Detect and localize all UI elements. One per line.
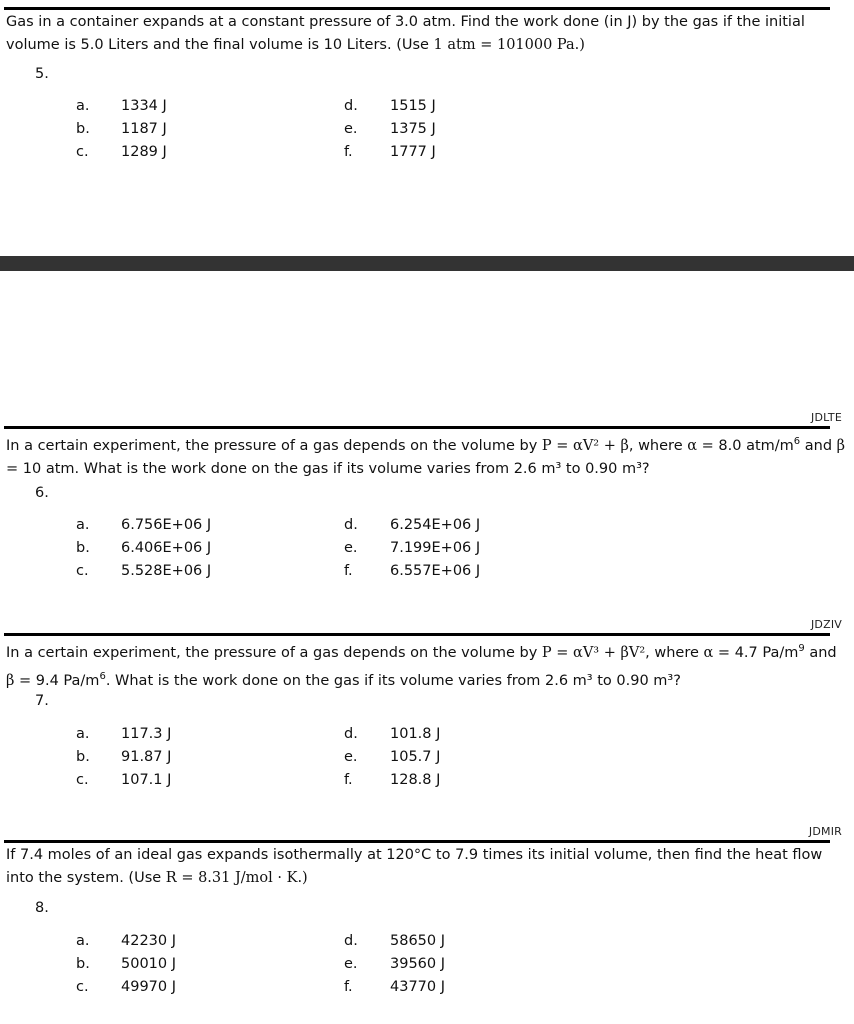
option-letter: a. — [76, 517, 90, 533]
stem-text-part: Gas in a container expands at a constant pressure of 3.0 atm. Find the work done (in J) by the gas if the initial volume is 5.0 Liters and the final volume is 10 Liters. (Use — [6, 14, 805, 53]
option-letter: d. — [344, 933, 358, 949]
option-value: 6.756E+06 J — [121, 517, 212, 533]
option-letter: b. — [76, 540, 90, 556]
option-value: 1334 J — [121, 98, 167, 114]
option-letter: f. — [344, 772, 353, 788]
option-letter: b. — [76, 121, 90, 137]
option-value: 117.3 J — [121, 726, 172, 742]
stem-text-part: 1 atm = 101000 Pa.) — [433, 37, 585, 53]
question-8-top-rule — [4, 840, 830, 843]
option-letter: d. — [344, 517, 358, 533]
option-value: 7.199E+06 J — [390, 540, 481, 556]
question-6-stem — [6, 430, 848, 481]
stem-text-part: P = αV³ + βV² — [541, 644, 646, 661]
question-7-number: 7. — [35, 693, 49, 709]
stem-text-part: 4.7 Pa/m — [734, 644, 799, 661]
stem-text-part: α = — [687, 437, 719, 454]
question-6-number: 6. — [35, 485, 49, 501]
stem-text-part: 8.0 atm/m — [718, 437, 794, 454]
option-value: 101.8 J — [390, 726, 441, 742]
option-value: 39560 J — [390, 956, 446, 972]
question-7-code: JDZIV — [810, 618, 842, 631]
option-letter: a. — [76, 726, 90, 742]
stem-text-part: 9.4 Pa/m — [35, 672, 100, 689]
stem-text-part: 6 — [793, 436, 801, 447]
option-letter: e. — [344, 540, 358, 556]
question-7-top-rule — [4, 633, 830, 636]
option-value: 1375 J — [390, 121, 436, 137]
stem-text-part: α = — [703, 644, 735, 661]
option-value: 58650 J — [390, 933, 446, 949]
option-letter: c. — [76, 144, 89, 160]
option-value: 6.557E+06 J — [390, 563, 481, 579]
stem-text-part: , where — [628, 437, 688, 454]
stem-text-part: P = αV² + β — [541, 437, 629, 454]
stem-text-part: and — [804, 644, 837, 661]
option-letter: c. — [76, 563, 89, 579]
option-letter: b. — [76, 749, 90, 765]
option-letter: e. — [344, 121, 358, 137]
option-value: 1187 J — [121, 121, 167, 137]
option-letter: d. — [344, 98, 358, 114]
option-value: 43770 J — [390, 979, 446, 995]
option-value: 6.406E+06 J — [121, 540, 212, 556]
stem-text-part: If 7.4 moles of an ideal gas expands isothermally at 120°C to 7.9 times its initial volume, then find the heat flow into the system. (Use — [6, 847, 823, 886]
question-6-code: JDLTE — [811, 411, 842, 424]
question-6-top-rule — [4, 426, 830, 429]
page-separator-band — [0, 256, 854, 271]
stem-text-part: β = — [6, 672, 36, 689]
option-letter: a. — [76, 98, 90, 114]
option-value: 6.254E+06 J — [390, 517, 481, 533]
question-5-number: 5. — [35, 66, 49, 82]
stem-text-part: In a certain experiment, the pressure of a gas depends on the volume by — [6, 644, 542, 661]
option-letter: e. — [344, 956, 358, 972]
option-letter: f. — [344, 144, 353, 160]
question-5-stem — [6, 11, 848, 57]
option-value: 42230 J — [121, 933, 177, 949]
option-value: 49970 J — [121, 979, 177, 995]
option-letter: f. — [344, 563, 353, 579]
option-value: 1515 J — [390, 98, 436, 114]
stem-text-part: 6 — [99, 670, 106, 682]
option-value: 1289 J — [121, 144, 167, 160]
stem-text-part: In a certain experiment, the pressure of a gas depends on the volume by — [6, 437, 542, 454]
stem-text-part: β = — [6, 437, 846, 477]
stem-text-part: , where — [645, 644, 704, 661]
option-letter: f. — [344, 979, 353, 995]
question-8-stem — [6, 844, 848, 890]
option-letter: c. — [76, 979, 89, 995]
option-value: 128.8 J — [390, 772, 441, 788]
stem-text-part: . What is the work done on the gas if its volume varies from 2.6 m³ to 0.90 m³? — [105, 672, 681, 689]
option-value: 1777 J — [390, 144, 436, 160]
question-5-top-rule — [4, 7, 830, 10]
stem-text-part: 10 atm. What is the work done on the gas if its volume varies from 2.6 m³ to 0.90 m³? — [22, 460, 650, 477]
stem-text-part: 9 — [798, 643, 805, 654]
option-value: 50010 J — [121, 956, 177, 972]
question-7-stem — [6, 637, 848, 693]
option-letter: d. — [344, 726, 358, 742]
option-value: 5.528E+06 J — [121, 563, 212, 579]
option-letter: c. — [76, 772, 89, 788]
option-letter: a. — [76, 933, 90, 949]
option-value: 91.87 J — [121, 749, 172, 765]
stem-text-part: and — [800, 437, 837, 454]
stem-text-part: R = 8.31 J/mol · K.) — [165, 870, 308, 886]
question-8-code: JDMIR — [808, 825, 842, 838]
option-value: 105.7 J — [390, 749, 441, 765]
question-8-number: 8. — [35, 900, 49, 916]
option-value: 107.1 J — [121, 772, 172, 788]
option-letter: e. — [344, 749, 358, 765]
option-letter: b. — [76, 956, 90, 972]
